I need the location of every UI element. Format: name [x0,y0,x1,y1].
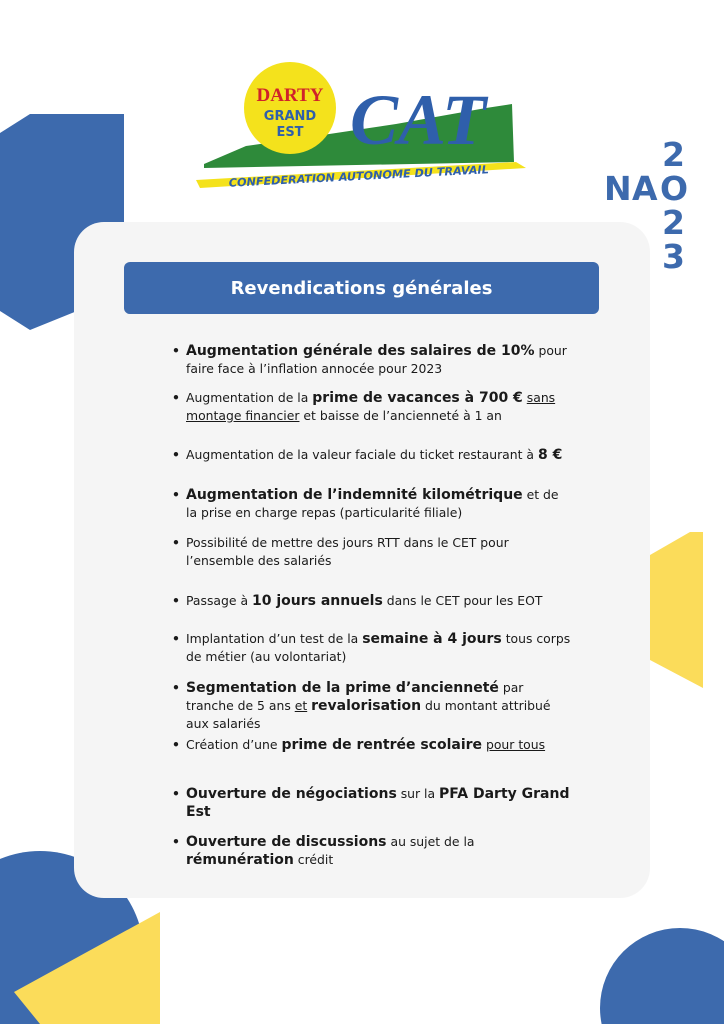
list-item [172,630,572,666]
item-text: du montant attribué aux salariés [186,698,551,731]
bullet: • [172,737,180,752]
item-bold-text: Ouverture de négociations [186,786,397,802]
nao-letter-o: O [660,169,689,208]
list-item [172,679,572,733]
bullet: • [172,786,180,801]
item-text: et de la prise en charge repas (particularité filiale) [186,487,559,520]
item-text: Possibilité de mettre des jours RTT dans le CET pour l’ensemble des salariés [186,535,509,568]
year-digit-1: 2 [662,135,685,174]
item-bold-text: 8 € [537,447,563,463]
item-text: Implantation d’un test de la [186,631,363,646]
bullet: • [172,390,180,405]
logo-est-text: EST [276,125,304,140]
section-banner [124,262,599,314]
item-text: sur la [396,786,440,801]
bullet: • [172,834,180,849]
item-bold-text: Augmentation de l’indemnité kilométrique [186,487,523,503]
logo-darty-text: DARTY [256,85,324,106]
item-bold-text: prime de rentrée scolaire [281,737,483,753]
item-text: pour faire face à l’inflation annocée pour 2023 [186,343,567,376]
list-item [172,592,572,610]
logo-yellow-sun [244,62,336,154]
item-bold-text: PFA Darty Grand Est [186,786,570,820]
item-text: Création d’une [186,737,282,752]
blue-circle-bottom-right [600,928,724,1024]
bullet: • [172,593,180,608]
list-item [172,446,572,464]
item-text: par tranche de 5 ans [186,680,524,713]
item-bold-text: 10 jours annuels [251,593,383,609]
bullet: • [172,447,180,462]
item-text: et baisse de l’ancienneté à 1 an [299,408,502,423]
item-bold-text: revalorisation [311,698,422,714]
year-digit-2: 2 [662,203,685,242]
list-item [172,389,572,425]
bullet: • [172,343,180,358]
item-underlined-text: et [294,698,308,713]
list-item [172,534,572,570]
list-item [172,342,572,378]
logo-cat-text: CAT [349,80,487,160]
item-bold-text: Ouverture de discussions [186,834,387,850]
bullet: • [172,535,180,550]
item-bold-text: rémunération [186,852,294,868]
item-underlined-text: pour tous [485,737,546,752]
item-text: au sujet de la [386,834,475,849]
year-digit-3: 3 [662,237,685,276]
nao-letter-a: A [632,169,658,208]
list-item [172,486,572,522]
item-underlined-text: sans montage financier [186,390,556,423]
item-bold-text: Segmentation de la prime d’ancienneté [186,680,499,696]
yellow-shape-right [650,532,703,688]
item-bold-text: semaine à 4 jours [362,631,502,647]
item-text: tous corps de métier (au volontariat) [186,631,571,664]
bullet: • [172,680,180,695]
banner-title: Revendications générales [230,277,493,299]
logo-tagline-text: CONFEDERATION AUTONOME DU TRAVAIL [228,163,490,190]
bullet: • [172,631,180,646]
item-bold-text: prime de vacances à 700 € [312,390,523,406]
nao-letter-n: N [604,169,632,208]
item-text: dans le CET pour les EOT [382,593,543,608]
bullet: • [172,487,180,502]
item-text: Passage à [186,593,252,608]
item-text: Augmentation de la valeur faciale du ticket restaurant à [186,447,538,462]
list-item [172,736,572,754]
item-text: crédit [293,852,334,867]
item-text: Augmentation de la [186,390,313,405]
list-item [172,833,572,869]
list-item [172,785,572,821]
logo-grand-text: GRAND [263,109,317,124]
item-bold-text: Augmentation générale des salaires de 10% [186,343,535,359]
cat-logo [196,56,526,192]
